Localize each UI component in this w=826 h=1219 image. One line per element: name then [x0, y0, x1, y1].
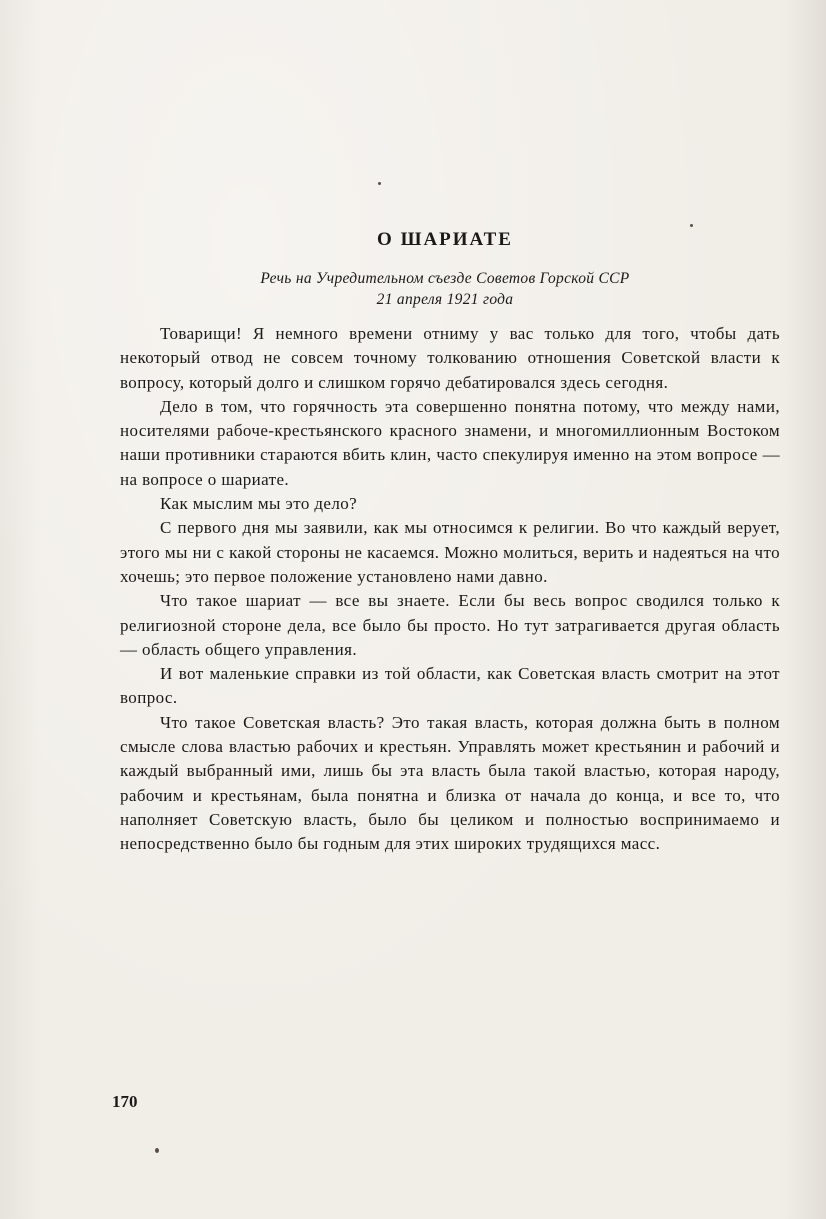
- paragraph: С первого дня мы заявили, как мы относимся к религии. Во что каждый верует, этого мы ни с какой стороны не касаемся. Можно молиться, верить и надеяться на что хочешь; это первое положение установлено нами давно.: [120, 518, 780, 586]
- body-text: [120, 322, 780, 857]
- paragraph: Дело в том, что горячность эта совершенно понятна потому, что между нами, носителями рабоче-крестьянского красного знамени, и многомиллионным Востоком наши противники стараются вбить клин, часто спекулируя именно на этом вопросе — на вопросе о шариате.: [120, 396, 780, 489]
- print-speck: [690, 224, 693, 227]
- paragraph: Что такое Советская власть? Это такая власть, которая должна быть в полном смысле слова властью рабочих и крестьян. Управлять может крестьянин и рабочий и каждый выбранный ими, лишь бы эта власть была такой властью, которая народу, рабочим и крестьянам, была понятна и близка от начала до конца, и все то, что наполняет Советскую власть, было бы целиком и полностью воспринимаемо и непосредственно было бы годным для этих широких трудящихся масс.: [120, 712, 780, 854]
- subtitle-line-1: Речь на Учредительном съезде Советов Горской ССР: [260, 270, 630, 287]
- paragraph: Что такое шариат — все вы знаете. Если бы весь вопрос сводился только к религиозной стороне дела, все было бы просто. Но тут затрагивается другая область — область общего управления.: [120, 591, 780, 659]
- print-speck: [155, 1148, 159, 1153]
- page-title: О ШАРИАТЕ: [377, 229, 513, 250]
- paragraph: Товарищи! Я немного времени отниму у вас только для того, чтобы дать некоторый отвод не совсем точному толкованию отношения Советской власти к вопросу, который долго и слишком горячо дебатировался здесь сегодня.: [120, 324, 780, 392]
- print-speck: [378, 182, 381, 185]
- page-number: 170: [112, 1092, 138, 1111]
- subtitle-line-2: 21 апреля 1921 года: [376, 291, 514, 308]
- paragraph: Как мыслим мы это дело?: [160, 494, 358, 514]
- paragraph: И вот маленькие справки из той области, как Советская власть смотрит на этот вопрос.: [120, 664, 780, 708]
